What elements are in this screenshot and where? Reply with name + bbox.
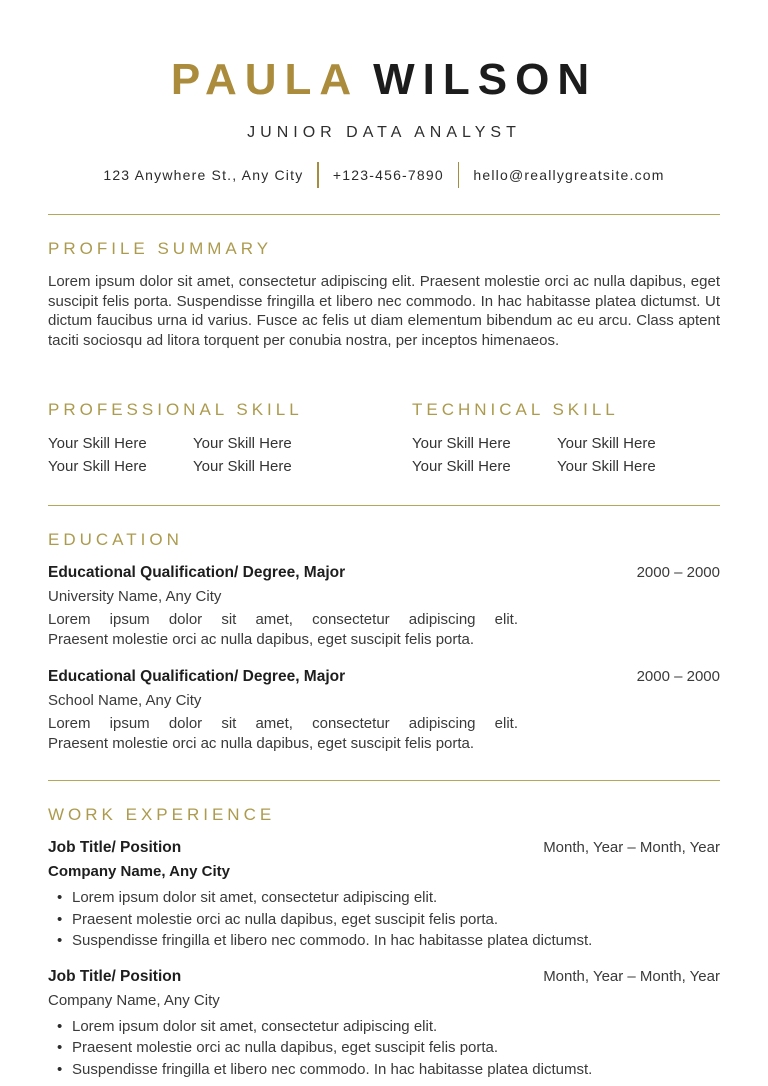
skills-divider xyxy=(48,505,720,506)
professional-skills-column xyxy=(48,400,356,475)
work-bullet-text: Praesent molestie orci ac nulla dapibus, eget suscipit felis porta. xyxy=(72,1039,499,1057)
contact-address: 123 Anywhere St., Any City xyxy=(103,167,304,184)
work-bullet-text: Lorem ipsum dolor sit amet, consectetur adipiscing elit. xyxy=(72,1017,438,1035)
education-entry xyxy=(48,564,720,650)
skill-item: Your Skill Here xyxy=(48,435,147,453)
education-institution: School Name, Any City xyxy=(48,692,202,710)
work-bullet-text: Suspendisse fringilla et libero nec commodo. In hac habitasse platea dictumst. xyxy=(72,932,593,950)
work-bullet-text: Lorem ipsum dolor sit amet, consectetur adipiscing elit. xyxy=(72,889,438,907)
technical-skill-heading: TECHNICAL SKILL xyxy=(412,400,619,420)
skill-item: Your Skill Here xyxy=(48,458,147,476)
work-company: Company Name, Any City xyxy=(48,991,220,1009)
work-dates: Month, Year – Month, Year xyxy=(543,839,720,857)
education-description xyxy=(48,714,518,754)
work-bullet-list xyxy=(48,1016,720,1081)
candidate-job-title: JUNIOR DATA ANALYST xyxy=(247,124,521,142)
education-entry-head xyxy=(48,668,720,686)
skills-section xyxy=(48,400,720,475)
skill-item: Your Skill Here xyxy=(557,435,656,453)
profile-summary-section xyxy=(48,239,720,350)
work-bullet-list xyxy=(48,887,720,952)
education-dates: 2000 – 2000 xyxy=(636,668,720,686)
technical-skill-grid xyxy=(412,435,720,475)
education-description-line: Praesent molestie orci ac nulla dapibus, eget suscipit felis porta. xyxy=(48,735,475,753)
bullet-icon: • xyxy=(57,1060,63,1078)
education-entry xyxy=(48,668,720,754)
work-bullet-item xyxy=(48,1037,720,1059)
contact-row xyxy=(48,162,720,188)
bullet-icon: • xyxy=(57,932,63,950)
contact-separator xyxy=(317,162,319,188)
technical-skills-column xyxy=(412,400,720,475)
work-entry-head xyxy=(48,968,720,986)
contact-phone: +123-456-7890 xyxy=(332,167,444,184)
work-job-title: Job Title/ Position xyxy=(48,839,182,857)
education-entry-head xyxy=(48,564,720,582)
bullet-icon: • xyxy=(57,1017,63,1035)
professional-skill-heading: PROFESSIONAL SKILL xyxy=(48,400,303,420)
work-job-title: Job Title/ Position xyxy=(48,967,182,985)
education-degree: Educational Qualification/ Degree, Major xyxy=(48,668,346,686)
header-divider xyxy=(48,214,720,215)
work-bullet-text: Suspendisse fringilla et libero nec commodo. In hac habitasse platea dictumst. xyxy=(72,1060,593,1078)
bullet-icon: • xyxy=(57,1039,63,1057)
skill-item: Your Skill Here xyxy=(412,435,511,453)
bullet-icon: • xyxy=(57,910,63,928)
profile-summary-heading: PROFILE SUMMARY xyxy=(48,239,273,259)
profile-summary-text: Lorem ipsum dolor sit amet, consectetur adipiscing elit. Praesent molestie orci ac nulla dapibus, eget suscipit felis porta. Suspendisse fringilla et libero nec commodo. In hac habitasse platea dictumst. Ut dictum faucibus urna id varius. Fusce ac felis ut diam elementum bibendum ac eu arcu. Class aptent taciti sociosqu ad litora torquent per conubia nostra, per inceptos himenaeos. xyxy=(48,273,720,349)
education-description-line: Praesent molestie orci ac nulla dapibus, eget suscipit felis porta. xyxy=(48,631,475,649)
education-degree: Educational Qualification/ Degree, Major xyxy=(48,564,346,582)
skill-item: Your Skill Here xyxy=(557,458,656,476)
education-heading: EDUCATION xyxy=(48,530,183,550)
work-bullet-item xyxy=(48,887,720,909)
work-entry xyxy=(48,839,720,952)
work-bullet-item xyxy=(48,1059,720,1081)
work-experience-section xyxy=(48,805,720,1080)
work-experience-heading: WORK EXPERIENCE xyxy=(48,805,276,825)
education-divider xyxy=(48,780,720,781)
education-institution: University Name, Any City xyxy=(48,588,222,606)
skill-item: Your Skill Here xyxy=(193,435,292,453)
work-company: Company Name, Any City xyxy=(48,863,230,881)
candidate-name xyxy=(48,56,720,104)
work-dates: Month, Year – Month, Year xyxy=(543,967,720,985)
work-bullet-text: Praesent molestie orci ac nulla dapibus, eget suscipit felis porta. xyxy=(72,910,499,928)
education-section xyxy=(48,530,720,754)
contact-separator xyxy=(458,162,460,188)
work-entry-head xyxy=(48,839,720,857)
first-name: PAULA xyxy=(170,55,360,104)
work-bullet-item xyxy=(48,909,720,931)
education-description-line: Lorem ipsum dolor sit amet, consectetur adipiscing elit. xyxy=(48,611,518,629)
skill-item: Your Skill Here xyxy=(412,458,511,476)
resume-header xyxy=(48,0,720,188)
work-bullet-item xyxy=(48,930,720,952)
contact-email: hello@reallygreatsite.com xyxy=(473,167,665,184)
bullet-icon: • xyxy=(57,889,63,907)
professional-skill-grid xyxy=(48,435,356,475)
work-bullet-item xyxy=(48,1016,720,1038)
last-name: WILSON xyxy=(373,55,598,104)
work-entry xyxy=(48,968,720,1081)
education-dates: 2000 – 2000 xyxy=(636,564,720,582)
education-description xyxy=(48,610,518,650)
education-description-line: Lorem ipsum dolor sit amet, consectetur adipiscing elit. xyxy=(48,715,518,733)
skill-item: Your Skill Here xyxy=(193,458,292,476)
